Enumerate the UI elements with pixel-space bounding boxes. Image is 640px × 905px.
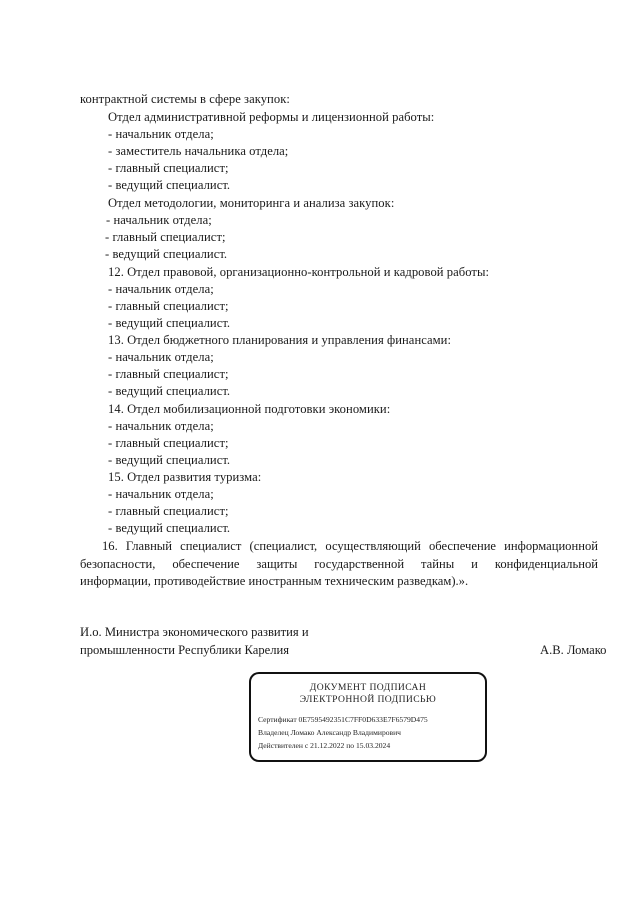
list-item: - начальник отдела;: [108, 419, 214, 433]
list-item: - заместитель начальника отдела;: [108, 144, 289, 158]
list-item: - главный специалист;: [108, 299, 229, 313]
stamp-certificate: Сертификат 0E7595492351C7FF0D633E7F6579D475: [258, 715, 428, 724]
list-item: - ведущий специалист.: [108, 178, 231, 192]
paragraph-line: информации, противодействие иностранным техническим разведкам).».: [80, 574, 469, 588]
paragraph-line: 16. Главный специалист (специалист, осуществляющий обеспечение информационной: [102, 539, 598, 553]
section-heading: Отдел методологии, мониторинга и анализа закупок:: [108, 196, 395, 210]
signatory-name: А.В. Ломако: [540, 643, 607, 657]
list-item: - ведущий специалист.: [108, 384, 231, 398]
list-item: - начальник отдела;: [108, 350, 214, 364]
section-heading: 14. Отдел мобилизационной подготовки экономики:: [108, 402, 391, 416]
text-line: контрактной системы в сфере закупок:: [80, 92, 290, 106]
section-heading: 12. Отдел правовой, организационно-контрольной и кадровой работы:: [108, 265, 490, 279]
signatory-title: И.о. Министра экономического развития и: [80, 625, 309, 639]
list-item: - начальник отдела;: [108, 127, 214, 141]
list-item: - главный специалист;: [108, 504, 229, 518]
list-item: - ведущий специалист.: [105, 247, 228, 261]
stamp-owner: Владелец Ломако Александр Владимирович: [258, 728, 402, 737]
list-item: - главный специалист;: [108, 367, 229, 381]
stamp-validity: Действителен с 21.12.2022 по 15.03.2024: [258, 741, 391, 750]
list-item: - ведущий специалист.: [108, 521, 231, 535]
list-item: - начальник отдела;: [108, 487, 214, 501]
section-heading: Отдел административной реформы и лицензионной работы:: [108, 110, 435, 124]
list-item: - ведущий специалист.: [108, 453, 231, 467]
electronic-signature-stamp: [249, 672, 487, 762]
list-item: - ведущий специалист.: [108, 316, 231, 330]
stamp-heading: ЭЛЕКТРОННОЙ ПОДПИСЬЮ: [299, 694, 437, 705]
list-item: - главный специалист;: [105, 230, 226, 244]
list-item: - главный специалист;: [108, 436, 229, 450]
list-item: - начальник отдела;: [108, 282, 214, 296]
section-heading: 15. Отдел развития туризма:: [108, 470, 262, 484]
paragraph-line: безопасности, обеспечение защиты государственной тайны и конфиденциальной: [80, 557, 598, 571]
list-item: - главный специалист;: [108, 161, 229, 175]
stamp-heading: ДОКУМЕНТ ПОДПИСАН: [309, 682, 427, 693]
section-heading: 13. Отдел бюджетного планирования и управления финансами:: [108, 333, 452, 347]
list-item: - начальник отдела;: [106, 213, 212, 227]
signatory-title: промышленности Республики Карелия: [80, 643, 290, 657]
